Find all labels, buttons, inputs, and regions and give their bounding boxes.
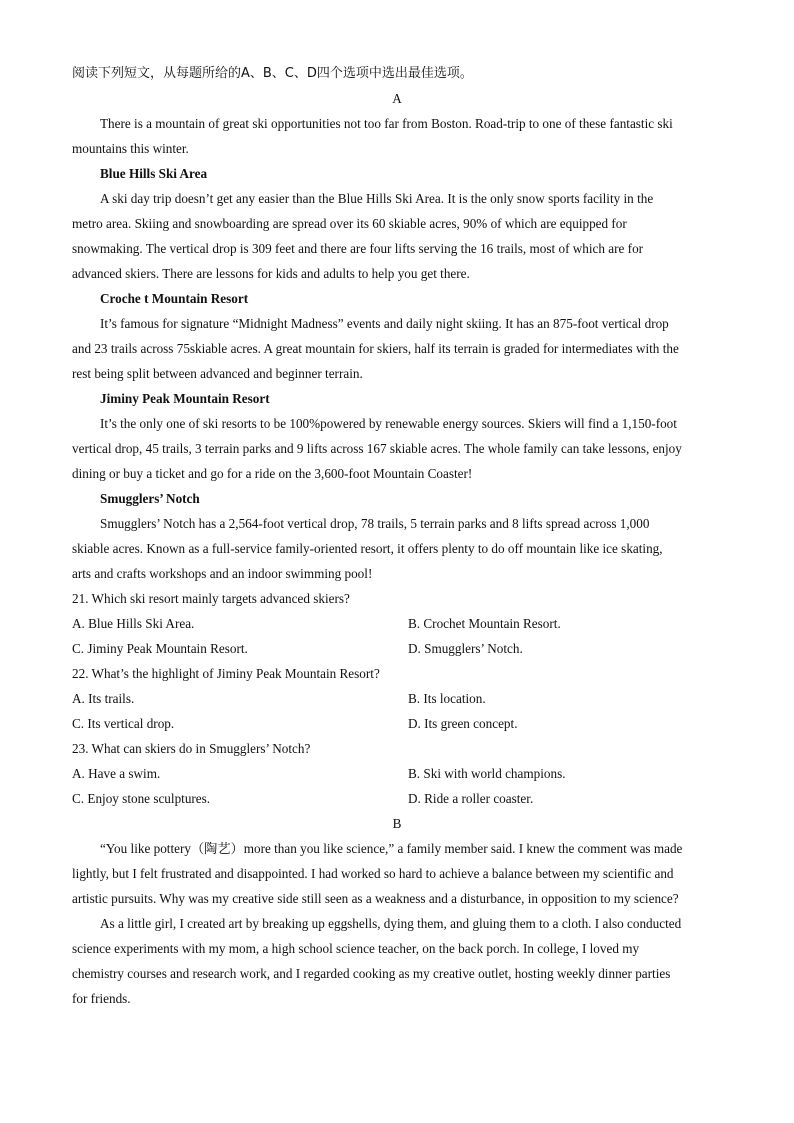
option-a: A. Blue Hills Ski Area. bbox=[72, 616, 195, 631]
option-c: C. Enjoy stone sculptures. bbox=[72, 791, 211, 806]
question-stem: 22. What’s the highlight of Jiminy Peak Mountain Resort? bbox=[72, 666, 380, 681]
resort-text-line: A ski day trip doesn’t get any easier than the Blue Hills Ski Area. It is the only snow sports facility in the bbox=[100, 191, 654, 206]
resort-text-line: It’s famous for signature “Midnight Madness” events and daily night skiing. It has an 875-foot vertical drop bbox=[100, 316, 669, 331]
option-d: D. Ride a roller coaster. bbox=[408, 791, 534, 806]
document-page bbox=[72, 61, 722, 1011]
question-options-row bbox=[72, 786, 722, 811]
resort-heading: Blue Hills Ski Area bbox=[100, 166, 208, 181]
option-d: D. Smugglers’ Notch. bbox=[408, 641, 523, 656]
option-a: A. Have a swim. bbox=[72, 766, 161, 781]
resort-text-line: skiable acres. Known as a full-service family-oriented resort, it offers plenty to do off mountain like ice skating, bbox=[72, 541, 663, 556]
option-b: B. Ski with world champions. bbox=[408, 766, 566, 781]
passage-line: science experiments with my mom, a high school science teacher, on the back porch. In college, I loved my bbox=[72, 941, 640, 956]
option-c: C. Its vertical drop. bbox=[72, 716, 175, 731]
resort-text-line: and 23 trails across 75skiable acres. A great mountain for skiers, half its terrain is graded for intermediates with the bbox=[72, 341, 679, 356]
passage-line: for friends. bbox=[72, 991, 131, 1006]
instruction: 阅读下列短文，从每题所给的A、B、C、D四个选项中选出最佳选项。 bbox=[72, 66, 473, 81]
option-b: B. Its location. bbox=[408, 691, 486, 706]
resort-text-line: Smugglers’ Notch has a 2,564-foot vertical drop, 78 trails, 5 terrain parks and 8 lifts spread across 1,000 bbox=[100, 516, 650, 531]
section-b-label: B bbox=[392, 816, 402, 831]
resort-text-line: metro area. Skiing and snowboarding are spread over its 60 skiable acres, 90% of which are equipped for bbox=[72, 216, 627, 231]
question-options-row bbox=[72, 686, 722, 711]
resort-heading: Smugglers’ Notch bbox=[100, 491, 200, 506]
resort-text-line: vertical drop, 45 trails, 3 terrain parks and 9 lifts across 167 skiable acres. The whole family can take lessons, enjoy bbox=[72, 441, 682, 456]
question-options-row bbox=[72, 761, 722, 786]
option-c: C. Jiminy Peak Mountain Resort. bbox=[72, 641, 248, 656]
option-a: A. Its trails. bbox=[72, 691, 135, 706]
passage-line: lightly, but I felt frustrated and disappointed. I had worked so hard to achieve a balance between my scientific and bbox=[72, 866, 674, 881]
passage-line: As a little girl, I created art by breaking up eggshells, dying them, and gluing them to a cloth. I also conducted bbox=[100, 916, 682, 931]
intro-line: There is a mountain of great ski opportunities not too far from Boston. Road-trip to one of these fantastic ski bbox=[100, 116, 673, 131]
resort-text-line: dining or buy a ticket and go for a ride on the 3,600-foot Mountain Coaster! bbox=[72, 466, 473, 481]
option-d: D. Its green concept. bbox=[408, 716, 518, 731]
intro-line: mountains this winter. bbox=[72, 141, 189, 156]
question-options-row bbox=[72, 711, 722, 736]
option-b: B. Crochet Mountain Resort. bbox=[408, 616, 561, 631]
question-stem: 23. What can skiers do in Smugglers’ Notch? bbox=[72, 741, 311, 756]
section-a-label: A bbox=[392, 91, 402, 106]
question-stem: 21. Which ski resort mainly targets advanced skiers? bbox=[72, 591, 350, 606]
resort-heading: Jiminy Peak Mountain Resort bbox=[100, 391, 270, 406]
resort-text-line: arts and crafts workshops and an indoor swimming pool! bbox=[72, 566, 373, 581]
passage-line: chemistry courses and research work, and I regarded cooking as my creative outlet, hosting weekly dinner parties bbox=[72, 966, 671, 981]
question-options-row bbox=[72, 611, 722, 636]
resort-text-line: snowmaking. The vertical drop is 309 feet and there are four lifts serving the 16 trails, most of which are for bbox=[72, 241, 644, 256]
resort-heading: Croche t Mountain Resort bbox=[100, 291, 249, 306]
question-options-row bbox=[72, 636, 722, 661]
resort-text-line: advanced skiers. There are lessons for kids and adults to help you get there. bbox=[72, 266, 470, 281]
resort-text-line: rest being split between advanced and beginner terrain. bbox=[72, 366, 363, 381]
resort-text-line: It’s the only one of ski resorts to be 100%powered by renewable energy sources. Skiers will find a 1,150-foot bbox=[100, 416, 677, 431]
passage-line: artistic pursuits. Why was my creative side still seen as a weakness and a disturbance, in opposition to my science? bbox=[72, 891, 679, 906]
passage-line: “You like pottery（陶艺）more than you like science,” a family member said. I knew the comment was made bbox=[100, 841, 683, 856]
